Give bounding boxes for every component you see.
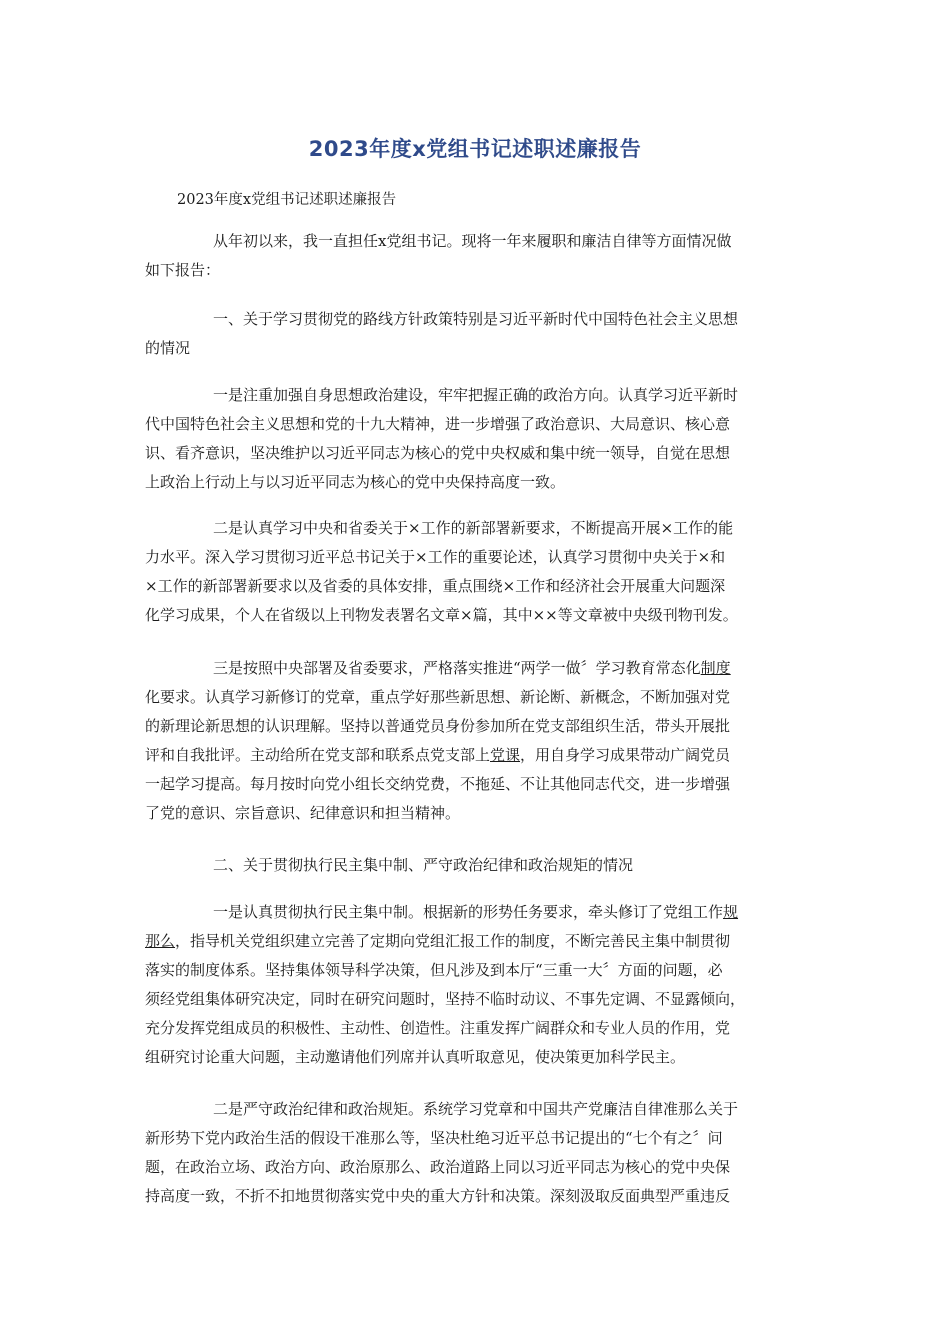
paragraph-5 bbox=[145, 1095, 810, 1211]
paragraph-2 bbox=[145, 514, 810, 630]
text-line: 化要求。认真学习新修订的党章，重点学好那些新思想、新论断、新概念，不断加强对党 bbox=[145, 688, 731, 706]
text-line: ×工作的新部署新要求以及省委的具体安排，重点围绕×工作和经济社会开展重大问题深 bbox=[145, 577, 726, 595]
document-subtitle: 2023年度x党组书记述职述廉报告 bbox=[177, 192, 397, 208]
text-line bbox=[145, 741, 810, 770]
text-line: 充分发挥党组成员的积极性、主动性、创造性。注重发挥广阔群众和专业人员的作用，党 bbox=[145, 1019, 731, 1037]
text-line: 二、关于贯彻执行民主集中制、严守政治纪律和政治规矩的情况 bbox=[213, 856, 634, 874]
text-line: 二是严守政治纪律和政治规矩。系统学习党章和中国共产党廉洁自律准那么关于 bbox=[213, 1100, 739, 1118]
paragraph-1 bbox=[145, 381, 810, 497]
text-line: 如下报告： bbox=[145, 261, 221, 279]
text-line: 从年初以来，我一直担任x党组书记。现将一年来履职和廉洁自律等方面情况做 bbox=[213, 232, 732, 250]
text-span: 一是认真贯彻执行民主集中制。根据新的形势任务要求，牵头修订了党组工作 bbox=[213, 903, 724, 921]
text-line: 的新理论新思想的认识理解。坚持以普通党员身份参加所在党支部组织生活，带头开展批 bbox=[145, 717, 731, 735]
text-line: 的情况 bbox=[145, 339, 191, 357]
text-line: 一是注重加强自身思想政治建设，牢牢把握正确的政治方向。认真学习近平新时 bbox=[213, 386, 739, 404]
paragraph-3 bbox=[145, 654, 810, 828]
document-title: 2023年度x党组书记述职述廉报告 bbox=[308, 137, 642, 161]
intro-paragraph bbox=[145, 227, 810, 285]
underlined-text: 规 bbox=[723, 903, 739, 921]
underlined-text: 党课 bbox=[490, 746, 521, 764]
text-line: 组研究讨论重大问题，主动邀请他们列席并认真听取意见，使决策更加科学民主。 bbox=[145, 1048, 686, 1066]
text-line: 一起学习提高。每月按时向党小组长交纳党费，不拖延、不让其他同志代交，进一步增强 bbox=[145, 775, 731, 793]
text-line: 了党的意识、宗旨意识、纪律意识和担当精神。 bbox=[145, 804, 461, 822]
text-line: 力水平。深入学习贯彻习近平总书记关于×工作的重要论述，认真学习贯彻中央关于×和 bbox=[145, 548, 726, 566]
text-line: 须经党组集体研究决定，同时在研究问题时，坚持不临时动议、不事先定调、不显露倾向， bbox=[145, 990, 746, 1008]
underlined-text: 制度 bbox=[700, 659, 731, 677]
section-2-heading bbox=[145, 851, 810, 880]
text-line: 识、看齐意识，坚决维护以习近平同志为核心的党中央权威和集中统一领导，自觉在思想 bbox=[145, 444, 731, 462]
underlined-text: 那么 bbox=[145, 932, 176, 950]
text-span: 三是按照中央部署及省委要求，严格落实推进“两学一做〞学习教育常态化 bbox=[213, 659, 701, 677]
paragraph-4 bbox=[145, 898, 810, 1072]
text-span: ，指导机关党组织建立完善了定期向党组汇报工作的制度，不断完善民主集中制贯彻 bbox=[175, 932, 731, 950]
text-line: 新形势下党内政治生活的假设干准那么等，坚决杜绝习近平总书记提出的“七个有之〞问 bbox=[145, 1129, 723, 1147]
text-line: 持高度一致，不折不扣地贯彻落实党中央的重大方针和决策。深刻汲取反面典型严重违反 bbox=[145, 1187, 731, 1205]
text-line: 一、关于学习贯彻党的路线方针政策特别是习近平新时代中国特色社会主义思想 bbox=[213, 310, 739, 328]
text-line: 代中国特色社会主义思想和党的十九大精神，进一步增强了政治意识、大局意识、核心意 bbox=[145, 415, 731, 433]
text-line: 二是认真学习中央和省委关于×工作的新部署新要求，不断提高开展×工作的能 bbox=[213, 519, 734, 537]
text-line: 化学习成果，个人在省级以上刊物发表署名文章×篇，其中××等文章被中央级刊物刊发。 bbox=[145, 606, 738, 624]
text-span: 评和自我批评。主动给所在党支部和联系点党支部上 bbox=[145, 746, 491, 764]
text-line bbox=[145, 654, 810, 683]
text-line bbox=[145, 927, 810, 956]
text-line: 题，在政治立场、政治方向、政治原那么、政治道路上同以习近平同志为核心的党中央保 bbox=[145, 1158, 731, 1176]
text-line: 上政治上行动上与以习近平同志为核心的党中央保持高度一致。 bbox=[145, 473, 566, 491]
text-span: ，用自身学习成果带动广阔党员 bbox=[520, 746, 731, 764]
text-line: 落实的制度体系。坚持集体领导科学决策，但凡涉及到本厅“三重一大〞方面的问题，必 bbox=[145, 961, 723, 979]
section-1-heading bbox=[145, 305, 810, 363]
text-line bbox=[145, 898, 810, 927]
